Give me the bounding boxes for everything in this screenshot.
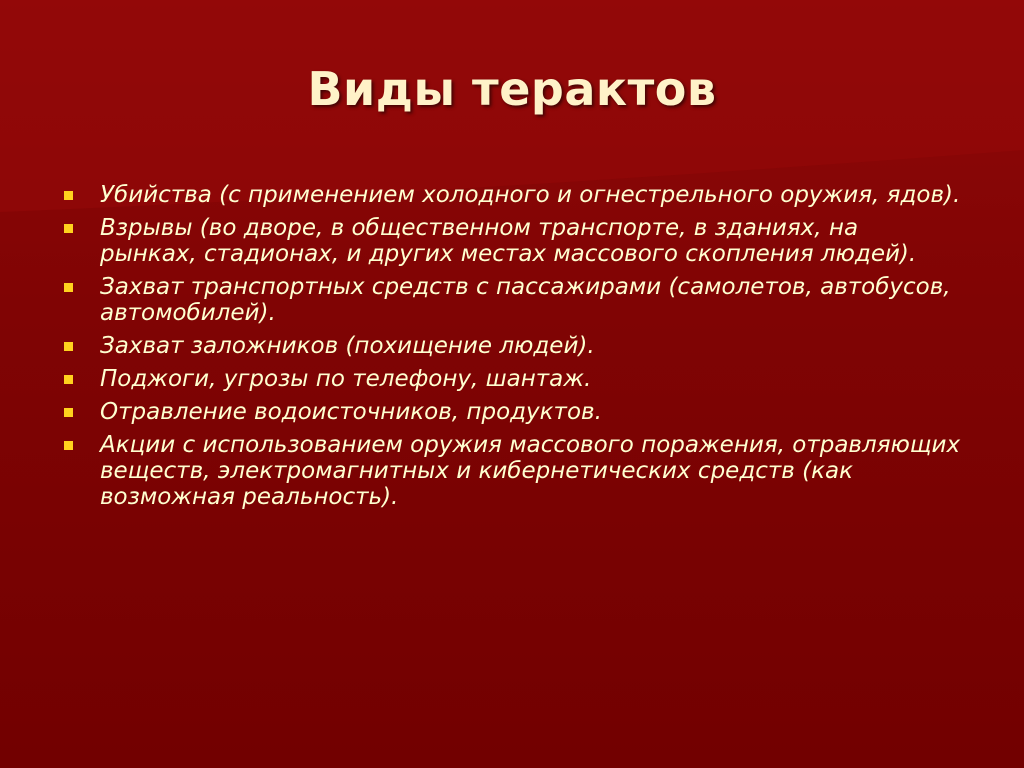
square-bullet-icon (64, 408, 73, 417)
square-bullet-icon (64, 342, 73, 351)
list-item (62, 182, 962, 208)
list-item (62, 333, 962, 359)
bullet-list (62, 182, 962, 517)
square-bullet-icon (64, 441, 73, 450)
square-bullet-icon (64, 224, 73, 233)
slide-title: Виды терактов (307, 62, 717, 116)
list-item (62, 366, 962, 392)
list-item (62, 274, 962, 326)
list-item-text: Захват транспортных средств с пассажирами (самолетов, автобусов, автомобилей). (100, 274, 951, 326)
square-bullet-icon (64, 375, 73, 384)
list-item-text: Акции с использованием оружия массового поражения, отравляющих веществ, электромагнитных и кибернетических средств (как возможная реальность). (100, 432, 961, 510)
list-item-text: Взрывы (во дворе, в общественном транспорте, в зданиях, на рынках, стадионах, и других местах массового скопления людей). (100, 215, 917, 267)
list-item-text: Убийства (с применением холодного и огнестрельного оружия, ядов). (100, 182, 961, 208)
list-item-text: Отравление водоисточников, продуктов. (100, 399, 602, 425)
list-item-text: Захват заложников (похищение людей). (100, 333, 595, 359)
square-bullet-icon (64, 283, 73, 292)
list-item (62, 399, 962, 425)
list-item-text: Поджоги, угрозы по телефону, шантаж. (100, 366, 592, 392)
list-item (62, 432, 962, 510)
list-item (62, 215, 962, 267)
square-bullet-icon (64, 191, 73, 200)
